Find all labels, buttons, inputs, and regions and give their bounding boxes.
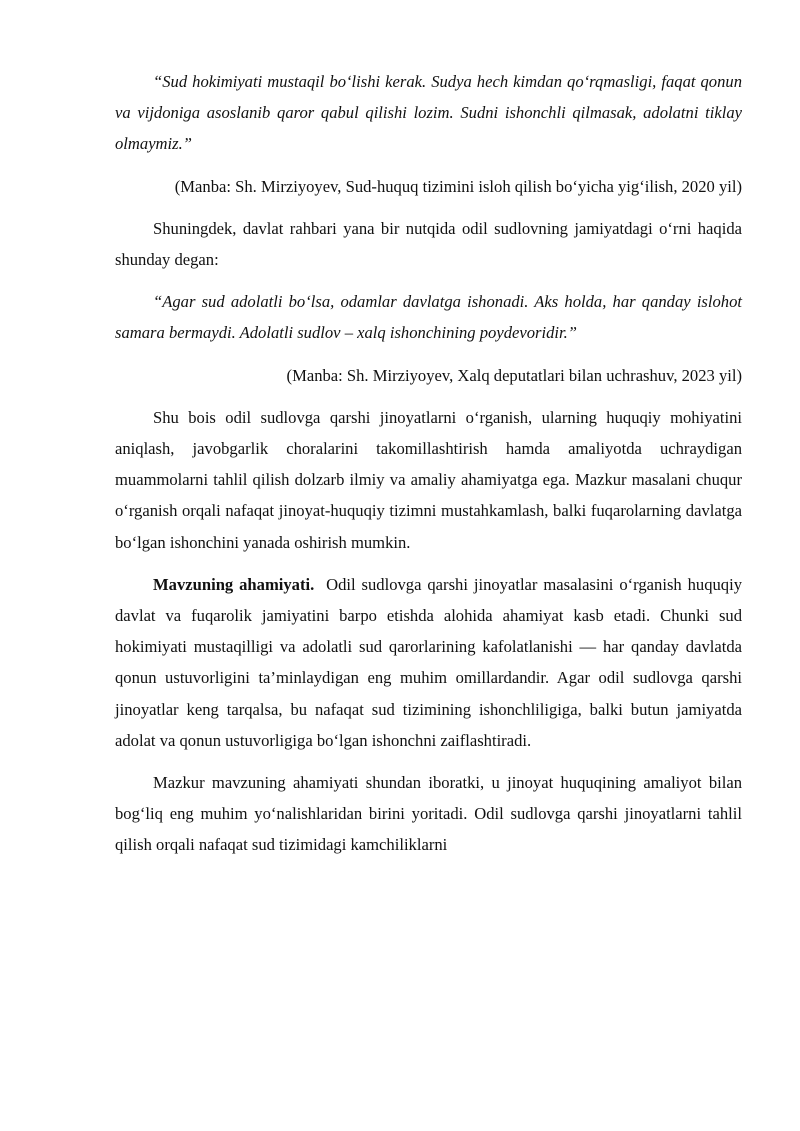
body-paragraph-3: Shu bois odil sudlovga qarshi jinoyatlarni o‘rganish, ularning huquqiy mohiyatini aniqlash, javobgarlik choralarini takomillashtirish hamda amaliyotda uchraydigan muammolarni tahlil qilish dolzarb ilmiy va amaliy ahamiyatga ega. Mazkur masalani chuqur o‘rganish orqali nafaqat jinoyat-huquqiy tizimni mustahkamlash, balki fuqarolarning davlatga bo‘lgan ishonchini yanada oshirish mumkin. <box>115 407 742 552</box>
quote-paragraph-1: “Sud hokimiyati mustaqil bo‘lishi kerak. Sudya hech kimdan qo‘rqmasligi, faqat qonun va vijdoniga asoslanib qaror qabul qilishi lozim. Sudni ishonchli qilmasak, adolatni tiklay olmaymiz.” <box>115 72 742 154</box>
quote-paragraph-2: “Agar sud adolatli bo‘lsa, odamlar davlatga ishonadi. Aks holda, har qanday islohot samara bermaydi. Adolatli sudlov – xalq ishonchining poydevoridir.” <box>115 292 742 343</box>
quote-source-1: (Manba: Sh. Mirziyoyev, Sud-huquq tizimini isloh qilish bo‘yicha yig‘ilish, 2020 yil) <box>174 176 742 196</box>
body-paragraph-4-text: Odil sudlovga qarshi jinoyatlar masalasini o‘rganish huquqiy davlat va fuqarolik jamiyatini barpo etishda alohida ahamiyat kasb etadi. Chunki sud hokimiyati mustaqilligi va adolatli sud qarorlarining kafolatlanishi — har qanday davlatda qonun ustuvorligini ta’minlaydigan eng muhim omillardandir. Agar odil sudlovga qarshi jinoyatlar keng tarqalsa, bu nafaqat sud tizimining ishonchliligiga, balki butun jamiyatda adolat va qonun ustuvorligiga bo‘lgan ishonchni zaiflashtiradi. <box>115 574 743 750</box>
body-paragraph-5: Mazkur mavzuning ahamiyati shundan iboratki, u jinoyat huquqining amaliyot bilan bog‘liq eng muhim yo‘nalishlaridan birini yoritadi. Odil sudlovga qarshi jinoyatlarni tahlil qilish orqali nafaqat sud tizimidagi kamchiliklarni <box>115 773 742 855</box>
quote-source-2: (Manba: Sh. Mirziyoyev, Xalq deputatlari bilan uchrashuv, 2023 yil) <box>286 365 742 385</box>
section-lead-heading: Mavzuning ahamiyati. <box>153 574 315 594</box>
body-paragraph-4 <box>115 569 742 756</box>
document-page <box>115 66 742 872</box>
intro-paragraph: Shuningdek, davlat rahbari yana bir nutqida odil sudlovning jamiyatdagi o‘rni haqida shunday degan: <box>115 218 742 270</box>
